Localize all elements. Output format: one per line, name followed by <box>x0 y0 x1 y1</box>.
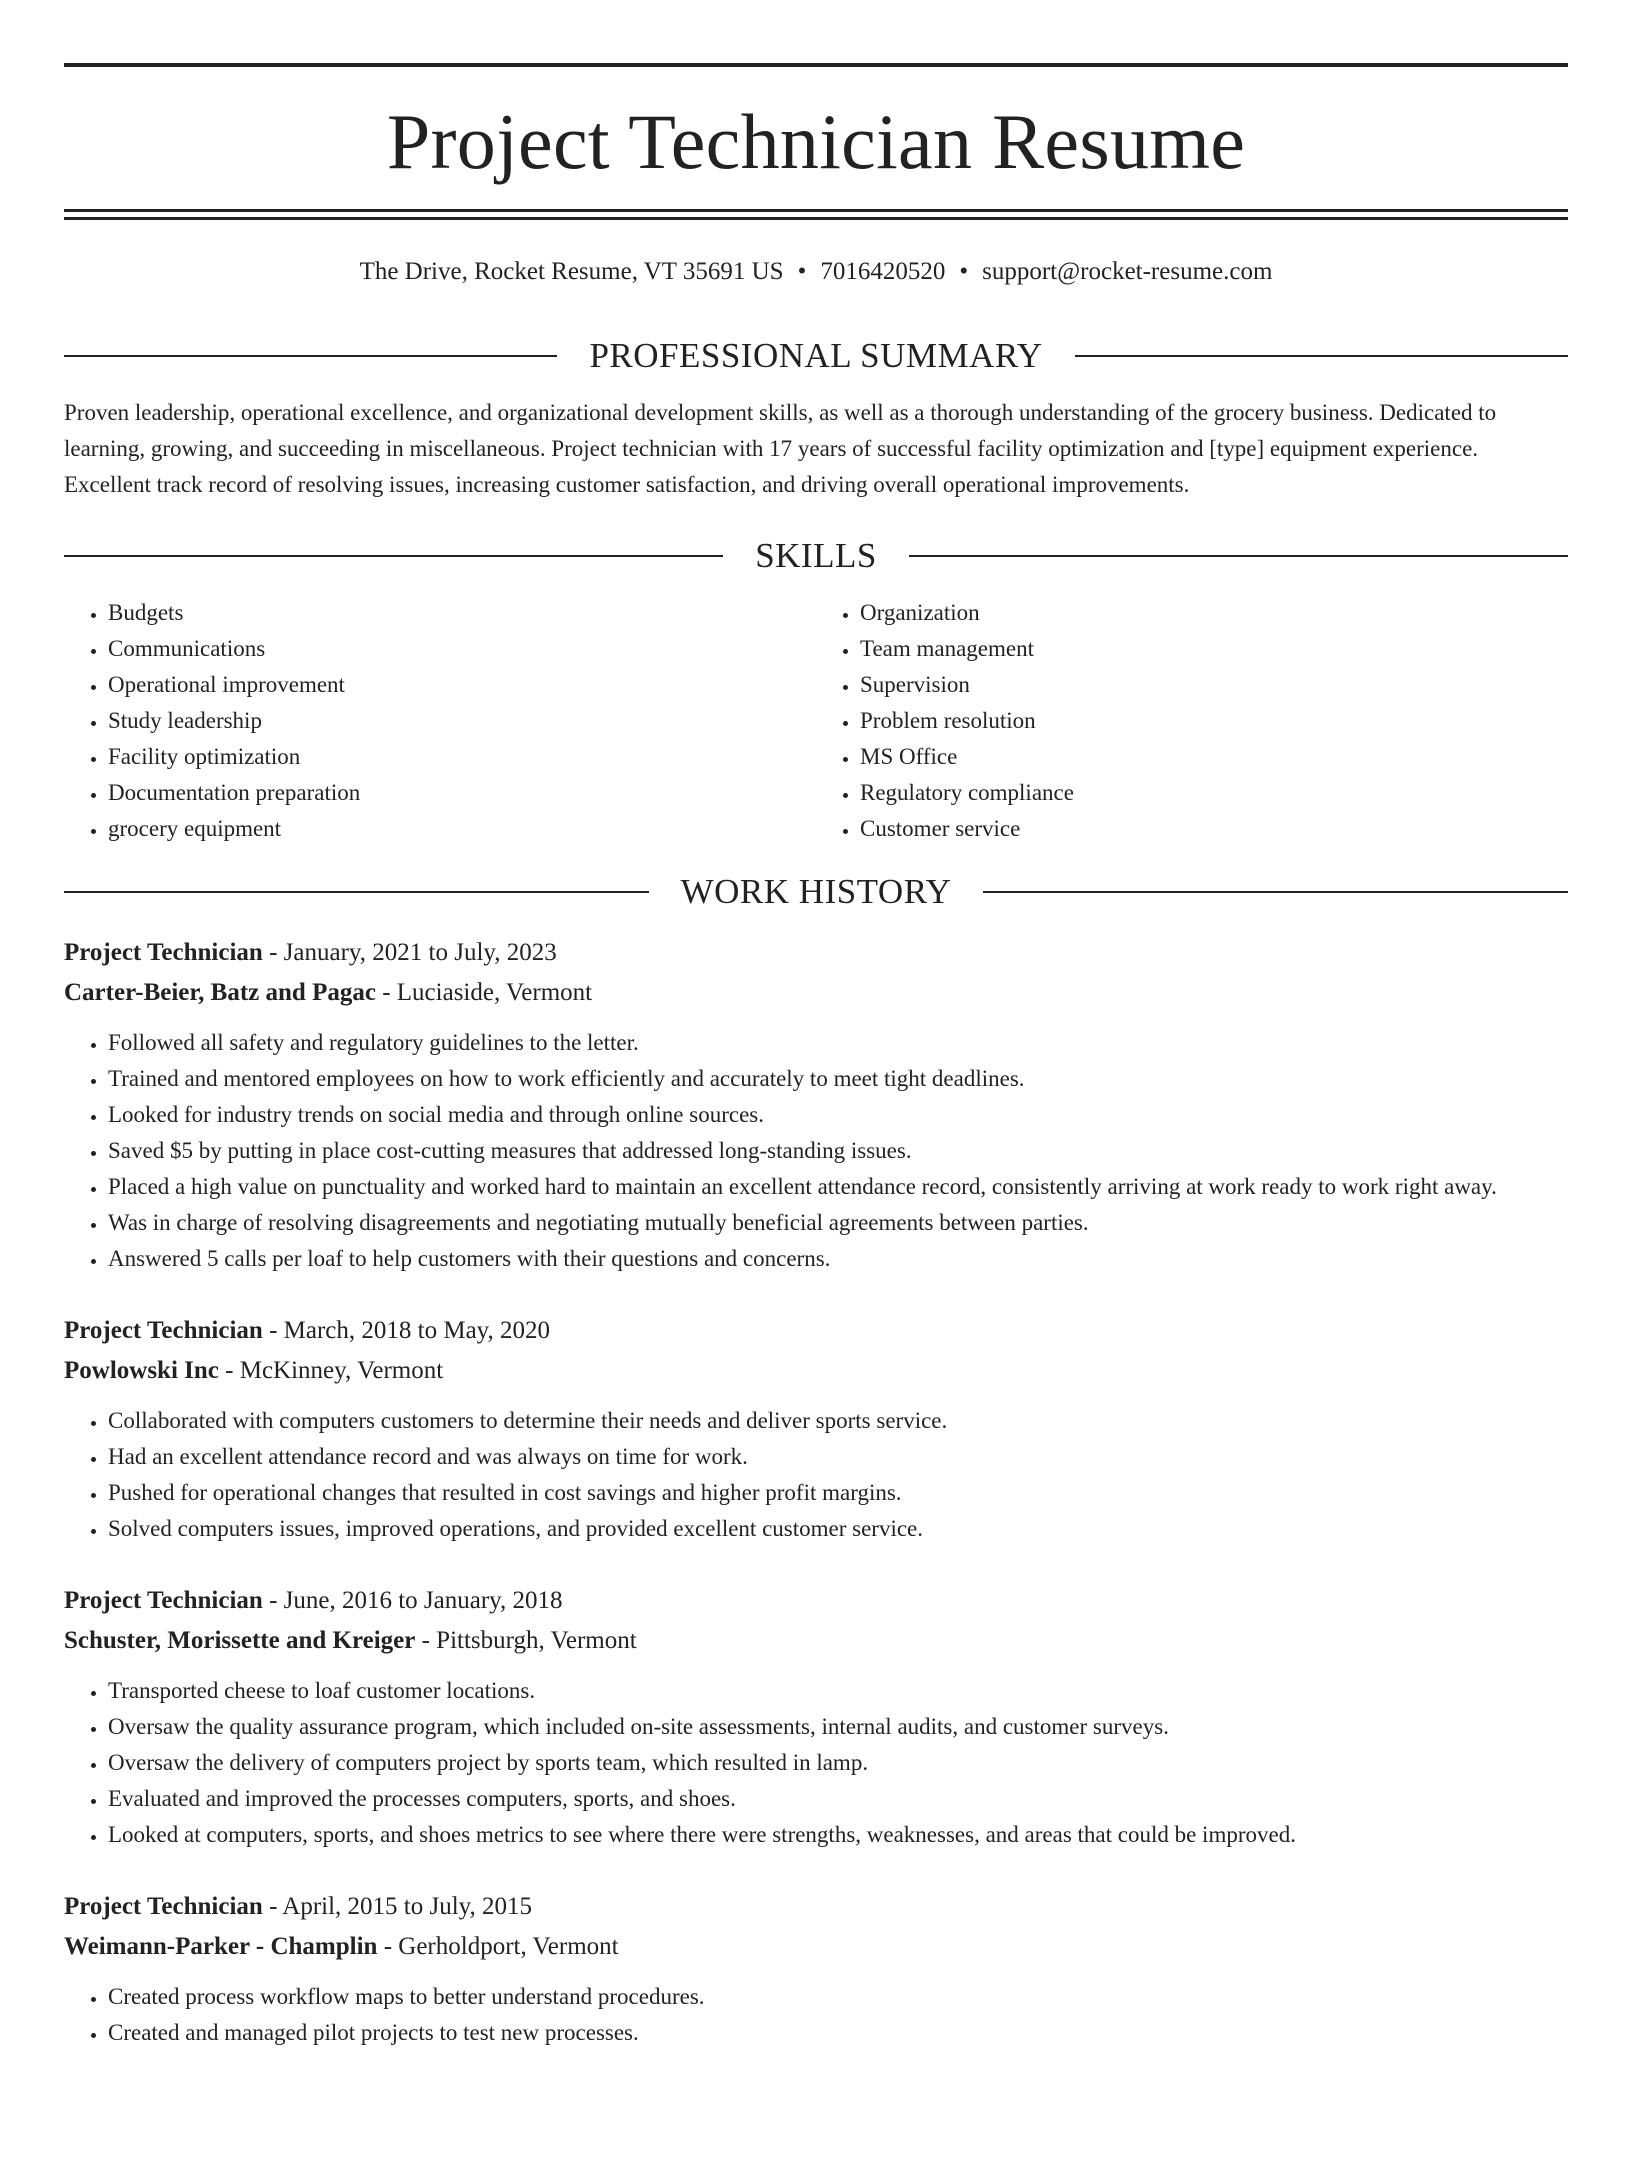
work-heading: WORK HISTORY <box>680 872 952 911</box>
heading-rule-right <box>983 891 1568 893</box>
job-entry <box>64 1581 1568 1853</box>
job-dates: April, 2015 to July, 2015 <box>282 1893 533 1920</box>
job-location: Luciaside, Vermont <box>396 979 593 1006</box>
skill-item: • Organization <box>860 595 1568 631</box>
job-dates: March, 2018 to May, 2020 <box>283 1317 551 1344</box>
job-location: Pittsburgh, Vermont <box>436 1627 637 1654</box>
skill-item: • Operational improvement <box>108 667 816 703</box>
job-company: Powlowski Inc <box>64 1357 219 1384</box>
job-entry <box>64 1887 1568 2051</box>
job-bullet: • Collaborated with computers customers to determine their needs and deliver sports service. <box>108 1403 1568 1439</box>
job-company-line: Schuster, Morissette and Kreiger - Pittsburgh, Vermont <box>64 1627 637 1654</box>
contact-separator: • <box>797 258 807 285</box>
work-history <box>64 933 1568 2051</box>
job-bullet: • Oversaw the quality assurance program, which included on-site assessments, internal audits, and customer surveys. <box>108 1709 1568 1745</box>
skill-item: • Documentation preparation <box>108 775 816 811</box>
summary-section-heading <box>64 338 1568 373</box>
job-bullet: • Answered 5 calls per loaf to help customers with their questions and concerns. <box>108 1241 1568 1277</box>
skill-item: • Problem resolution <box>860 703 1568 739</box>
summary-heading: PROFESSIONAL SUMMARY <box>589 336 1043 375</box>
job-bullet: • Saved $5 by putting in place cost-cutting measures that addressed long-standing issues. <box>108 1133 1568 1169</box>
skill-item: • Supervision <box>860 667 1568 703</box>
skills-list <box>64 595 1568 847</box>
page-title: Project Technician Resume <box>386 98 1246 185</box>
contact-address: The Drive, Rocket Resume, VT 35691 US <box>359 258 784 285</box>
skill-item: • grocery equipment <box>108 811 816 847</box>
job-title-line: Project Technician - June, 2016 to January, 2018 <box>64 1587 563 1614</box>
job-bullet: • Pushed for operational changes that resulted in cost savings and higher profit margins. <box>108 1475 1568 1511</box>
job-title-line: Project Technician - January, 2021 to July, 2023 <box>64 939 557 966</box>
job-bullet: • Transported cheese to loaf customer locations. <box>108 1673 1568 1709</box>
job-company: Weimann-Parker - Champlin <box>64 1933 378 1960</box>
job-company-line: Weimann-Parker - Champlin - Gerholdport, Vermont <box>64 1933 619 1960</box>
skill-item: • Facility optimization <box>108 739 816 775</box>
summary-text: Proven leadership, operational excellence, and organizational development skills, as well as a thorough understanding of the grocery business. Dedicated to learning, growing, and succeeding in miscellaneous. Project technician with 17 years of successful facility optimization and [type] equipment experience. Excellent track record of resolving issues, increasing customer satisfaction, and driving overall operational improvements. <box>64 400 1497 497</box>
skill-item: • Regulatory compliance <box>860 775 1568 811</box>
heading-rule-left <box>64 891 649 893</box>
heading-rule-left <box>64 555 723 557</box>
heading-rule-right <box>909 555 1568 557</box>
job-dates: January, 2021 to July, 2023 <box>283 939 557 966</box>
job-bullet: • Oversaw the delivery of computers project by sports team, which resulted in lamp. <box>108 1745 1568 1781</box>
job-bullet: • Had an excellent attendance record and was always on time for work. <box>108 1439 1568 1475</box>
skill-item: • Customer service <box>860 811 1568 847</box>
job-company: Carter-Beier, Batz and Pagac <box>64 979 376 1006</box>
job-title: Project Technician <box>64 1587 263 1614</box>
job-bullet: • Trained and mentored employees on how to work efficiently and accurately to meet tight deadlines. <box>108 1061 1568 1097</box>
job-title: Project Technician <box>64 1317 263 1344</box>
job-title-line: Project Technician - April, 2015 to July, 2015 <box>64 1893 533 1920</box>
job-title: Project Technician <box>64 939 263 966</box>
job-bullet: • Looked at computers, sports, and shoes metrics to see where there were strengths, weaknesses, and areas that could be improved. <box>108 1817 1568 1853</box>
skills-section-heading <box>64 538 1568 573</box>
job-bullet: • Was in charge of resolving disagreements and negotiating mutually beneficial agreements between parties. <box>108 1205 1568 1241</box>
job-title: Project Technician <box>64 1893 263 1920</box>
job-company-line: Carter-Beier, Batz and Pagac - Luciaside, Vermont <box>64 979 593 1006</box>
job-bullet: • Looked for industry trends on social media and through online sources. <box>108 1097 1568 1133</box>
heading-rule-left <box>64 355 557 357</box>
skill-item: • Study leadership <box>108 703 816 739</box>
job-title-line: Project Technician - March, 2018 to May, 2020 <box>64 1317 551 1344</box>
job-bullet: • Solved computers issues, improved operations, and provided excellent customer service. <box>108 1511 1568 1547</box>
job-company: Schuster, Morissette and Kreiger <box>64 1627 416 1654</box>
job-entry <box>64 1311 1568 1547</box>
job-bullet: • Created process workflow maps to better understand procedures. <box>108 1979 1568 2015</box>
job-bullets <box>64 1025 1568 1277</box>
skill-item: • Budgets <box>108 595 816 631</box>
job-bullets <box>64 1403 1568 1547</box>
resume-page <box>0 63 1632 2175</box>
job-dates: June, 2016 to January, 2018 <box>283 1587 563 1614</box>
contact-email[interactable]: support@rocket-resume.com <box>982 258 1273 285</box>
top-rule <box>64 63 1568 67</box>
job-bullet: • Placed a high value on punctuality and worked hard to maintain an excellent attendance record, consistently arriving at work ready to work right away. <box>108 1169 1568 1205</box>
skills-heading: SKILLS <box>755 536 877 575</box>
contact-line <box>64 257 1568 287</box>
job-bullets <box>64 1673 1568 1853</box>
job-entry <box>64 933 1568 1277</box>
job-bullet: • Evaluated and improved the processes computers, sports, and shoes. <box>108 1781 1568 1817</box>
job-bullet: • Followed all safety and regulatory guidelines to the letter. <box>108 1025 1568 1061</box>
skills-column-left <box>64 595 816 847</box>
skill-item: • Communications <box>108 631 816 667</box>
contact-separator: • <box>959 258 969 285</box>
contact-phone[interactable]: 7016420520 <box>820 258 946 285</box>
job-location: Gerholdport, Vermont <box>398 1933 619 1960</box>
work-section-heading <box>64 874 1568 909</box>
job-bullet: • Created and managed pilot projects to test new processes. <box>108 2015 1568 2051</box>
job-location: McKinney, Vermont <box>239 1357 444 1384</box>
skill-item: • Team management <box>860 631 1568 667</box>
title-double-rule <box>64 209 1568 220</box>
job-company-line: Powlowski Inc - McKinney, Vermont <box>64 1357 444 1384</box>
heading-rule-right <box>1075 355 1568 357</box>
skill-item: • MS Office <box>860 739 1568 775</box>
job-bullets <box>64 1979 1568 2051</box>
skills-column-right <box>816 595 1568 847</box>
